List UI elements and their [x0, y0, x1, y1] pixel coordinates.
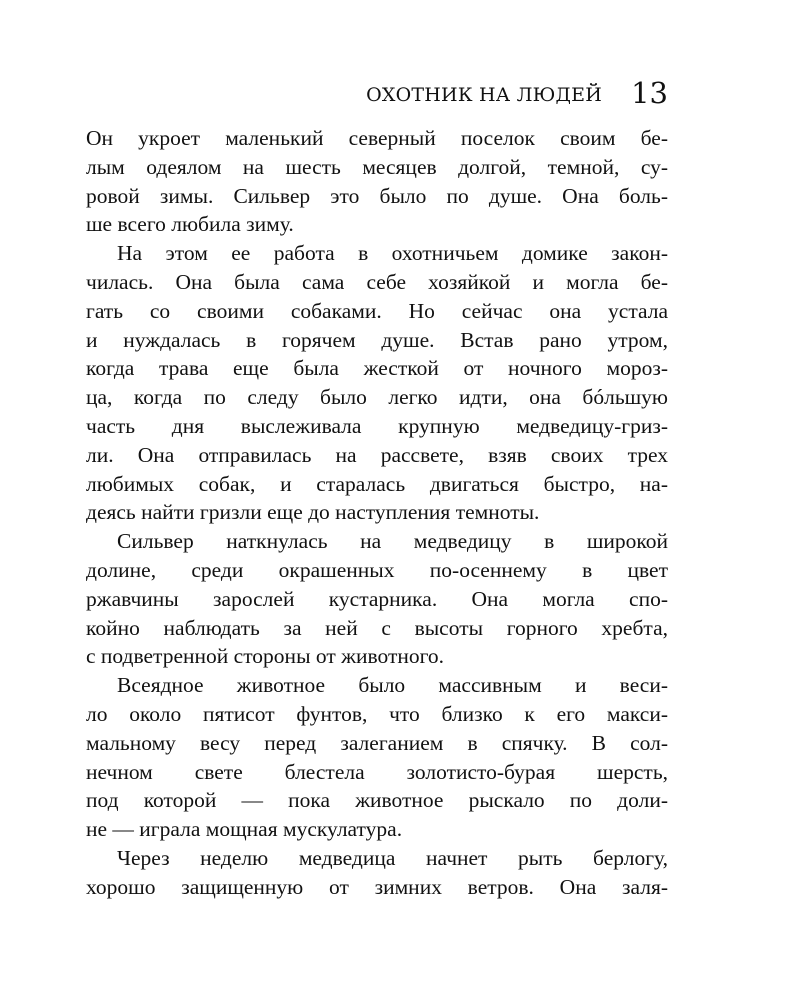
- text-line: ца, когда по следу было легко идти, она бóльшую: [86, 385, 668, 410]
- text-line: Через неделю медведица начнет рыть берлогу,: [117, 845, 668, 870]
- text-line: часть дня выслеживала крупную медведицу-гриз-: [86, 413, 668, 438]
- running-title: ОХОТНИК НА ЛЮДЕЙ: [366, 84, 602, 106]
- text-line: лым одеялом на шесть месяцев долгой, темной, су-: [86, 154, 668, 179]
- text-line: ровой зимы. Сильвер это было по душе. Она боль-: [86, 183, 668, 208]
- text-line: и нуждалась в горячем душе. Встав рано утром,: [86, 327, 668, 352]
- text-line: под которой — пока животное рыскало по доли-: [86, 788, 668, 813]
- page-number: 13: [631, 76, 668, 110]
- text-line: нечном свете блестела золотисто-бурая шерсть,: [86, 759, 668, 784]
- text-line: койно наблюдать за ней с высоты горного хребта,: [86, 615, 668, 640]
- text-line: мальному весу перед залеганием в спячку. В сол-: [86, 730, 668, 755]
- text-line: ржавчины зарослей кустарника. Она могла спо-: [86, 586, 668, 611]
- text-line: деясь найти гризли еще до наступления темноты.: [86, 500, 540, 525]
- text-line: ли. Она отправилась на рассвете, взяв своих трех: [86, 442, 668, 467]
- text-line: не — играла мощная мускулатура.: [86, 817, 403, 842]
- text-line: гать со своими собаками. Но сейчас она устала: [86, 298, 668, 323]
- text-line: хорошо защищенную от зимних ветров. Она заля-: [86, 874, 668, 899]
- text-line: ше всего любила зиму.: [86, 212, 294, 237]
- body-text: [86, 124, 668, 902]
- text-line: с подветренной стороны от животного.: [86, 644, 445, 669]
- text-line: чилась. Она была сама себе хозяйкой и могла бе-: [86, 269, 668, 294]
- text-line: долине, среди окрашенных по-осеннему в цвет: [86, 557, 668, 582]
- running-head: [86, 76, 668, 110]
- text-line: любимых собак, и старалась двигаться быстро, на-: [86, 471, 668, 496]
- text-line: Он укроет маленький северный поселок своим бе-: [86, 126, 668, 150]
- text-line: На этом ее работа в охотничьем домике закон-: [117, 241, 668, 266]
- text-line: Всеядное животное было массивным и веси-: [117, 673, 668, 698]
- text-line: Сильвер наткнулась на медведицу в широкой: [117, 529, 668, 554]
- text-line: ло около пятисот фунтов, что близко к его макси-: [86, 701, 668, 726]
- text-line: когда трава еще была жесткой от ночного мороз-: [86, 356, 668, 381]
